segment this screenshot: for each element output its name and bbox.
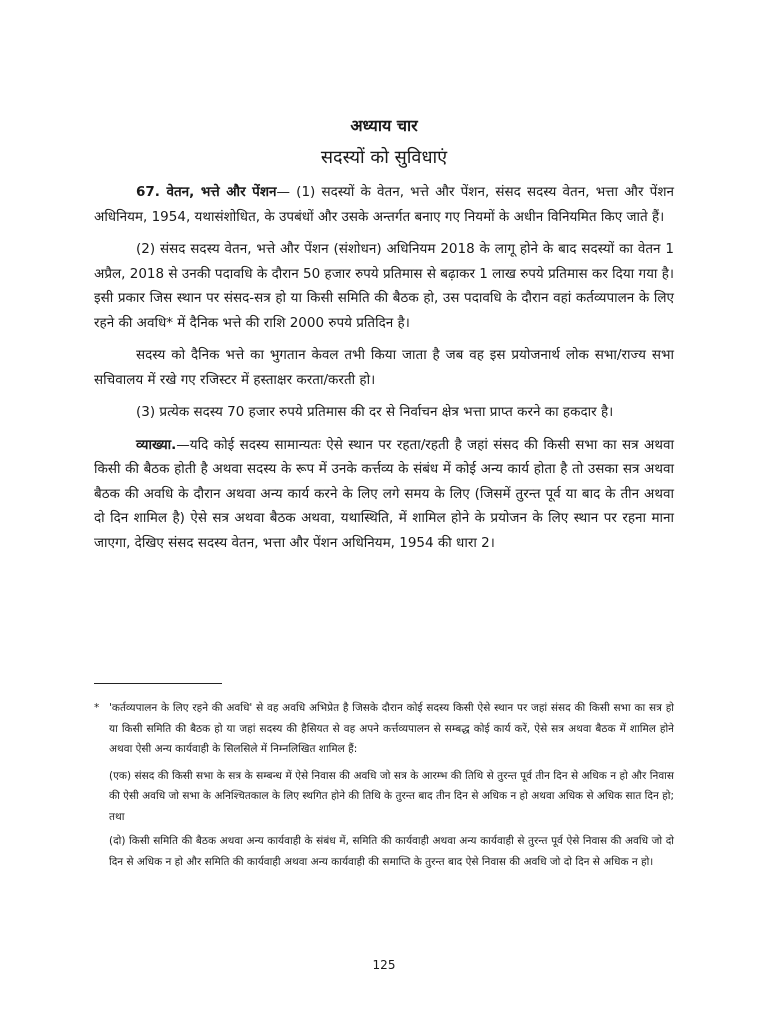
section-heading: 67. वेतन, भत्ते और पेंशन <box>136 184 277 200</box>
paragraph-1 <box>94 180 674 229</box>
paragraph-3: सदस्य को दैनिक भत्ते का भुगतान केवल तभी किया जाता है जब वह इस प्रयोजनार्थ लोक सभा/राज्य सभा सचिवालय में रखे गए रजिस्टर में हस्ताक्षर करता/करती हो। <box>94 347 674 388</box>
footnote-item-2: (दो) किसी समिति की बैठक अथवा अन्य कार्यवाही के संबंध में, समिति की कार्यवाही अथवा अन्य कार्यवाही से तुरन्त पूर्व ऐसे निवास की अवधि जो दो दिन से अधिक न हो और समिति की कार्यवाही अथवा अन्य कार्यवाही की समाप्ति के तुरन्त बाद ऐसे निवास की अवधि जो दो दिन से अधिक न हो। <box>109 835 674 868</box>
paragraph-4: (3) प्रत्येक सदस्य 70 हजार रुपये प्रतिमास की दर से निर्वाचन क्षेत्र भत्ता प्राप्त करने का हकदार है। <box>136 404 614 420</box>
footnote-intro: 'कर्तव्यपालन के लिए रहने की अवधि' से वह अवधि अभिप्रेत है जिसके दौरान कोई सदस्य किसी ऐसे स्थान पर जहां संसद की किसी सभा का सत्र हो या किसी समिति की बैठक हो या जहां सदस्य की हैसियत से वह अपने कर्त्तव्यपालन से सम्बद्ध कोई कार्य करें, ऐसे सत्र अथवा बैठक में शामिल होने अथवा ऐसी अन्य कार्यवाही के सिलसिले में निम्नलिखित शामिल हैं: <box>109 702 674 755</box>
chapter-title: सदस्यों को सुविधाएं <box>320 147 448 168</box>
paragraph-2: (2) संसद सदस्य वेतन, भत्ते और पेंशन (संशोधन) अधिनियम 2018 के लागू होने के बाद सदस्यों का वेतन 1 अप्रैल, 2018 से उनकी पदावधि के दौरान 50 हजार रुपये प्रतिमास से बढ़ाकर 1 लाख रुपये प्रतिमास कर दिया गया है। इसी प्रकार जिस स्थान पर संसद-सत्र हो या किसी समिति की बैठक हो, उस पदावधि के दौरान वहां कर्तव्यपालन के लिए रहने की अवधि* में दैनिक भत्ते की राशि 2000 रुपये प्रतिदिन है। <box>94 241 674 331</box>
footnote-intro-row <box>94 698 674 760</box>
footnote-mark: * <box>94 702 100 714</box>
chapter-label: अध्याय चार <box>350 116 418 135</box>
document-page <box>94 0 674 1024</box>
footnote <box>94 698 674 876</box>
footnote-item-1: (एक) संसद की किसी सभा के सत्र के सम्बन्ध में ऐसे निवास की अवधि जो सत्र के आरम्भ की तिथि से तुरन्त पूर्व तीन दिन से अधिक न हो और निवास की ऐसी अवधि जो सभा के अनिश्चितकाल के लिए स्थगित होने की तिथि के तुरन्त बाद तीन दिन से अधिक न हो अथवा अधिक से अधिक सात दिन हो; तथा <box>109 769 674 823</box>
explanation-paragraph <box>94 433 674 556</box>
paragraph-1-text: — (1) सदस्यों के वेतन, भत्ते और पेंशन, संसद सदस्य वेतन, भत्ता और पेंशन अधिनियम, 1954, यथासंशोधित, के उपबंधों और उसके अन्तर्गत बनाए गए नियमों के अधीन विनियमित किए जाते हैं। <box>94 184 675 225</box>
section-body <box>94 180 674 563</box>
explanation-text: —यदि कोई सदस्य सामान्यतः ऐसे स्थान पर रहता/रहती है जहां संसद की किसी सभा का सत्र अथवा किसी की बैठक होती है अथवा सदस्य के रूप में उनके कर्त्तव्य के संबंध में कोई अन्य कार्य होता है तो उसका सत्र अथवा बैठक की अवधि के दौरान अथवा अन्य कार्य करने के लिए लगे समय के लिए (जिसमें तुरन्त पूर्व या बाद के तीन अथवा दो दिन शामिल है) ऐसे सत्र अथवा बैठक अथवा, यथास्थिति, में शामिल होने के प्रयोजन के लिए स्थान पर रहना माना जाएगा, देखिए संसद सदस्य वेतन, भत्ता और पेंशन अधिनियम, 1954 की धारा 2। <box>94 436 674 551</box>
footnote-divider <box>94 683 222 684</box>
page-number: 125 <box>372 958 396 972</box>
explanation-label: व्याख्या. <box>136 436 177 453</box>
